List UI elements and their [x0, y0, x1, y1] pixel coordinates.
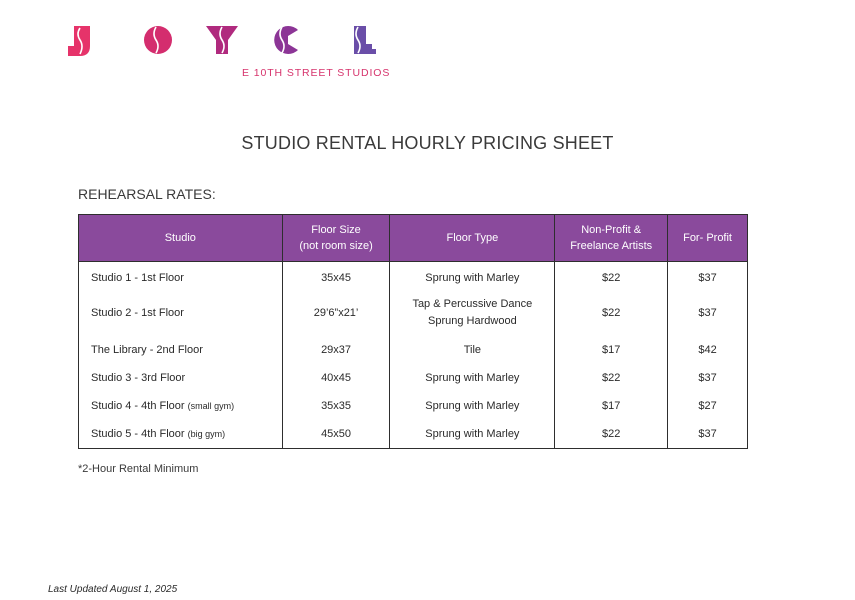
forprofit-rate-cell: $37 — [668, 290, 748, 336]
floor-size-cell: 40x45 — [282, 364, 390, 392]
floor-size-cell: 45x50 — [282, 420, 390, 449]
rehearsal-rates-heading: REHEARSAL RATES: — [78, 186, 216, 202]
nonprofit-rate-cell: $22 — [555, 262, 668, 291]
floor-size-cell: 29x37 — [282, 336, 390, 364]
floor-size-cell: 35x45 — [282, 262, 390, 291]
forprofit-rate-cell: $37 — [668, 420, 748, 449]
header-forprofit: For- Profit — [668, 215, 748, 262]
forprofit-rate-cell: $42 — [668, 336, 748, 364]
header-floor-type: Floor Type — [390, 215, 555, 262]
header-floor-size: Floor Size (not room size) — [282, 215, 390, 262]
forprofit-rate-cell: $37 — [668, 262, 748, 291]
floor-size-cell: 35x35 — [282, 392, 390, 420]
floor-type-cell: Tile — [390, 336, 555, 364]
studio-cell: The Library - 2nd Floor — [79, 336, 283, 364]
nonprofit-rate-cell: $17 — [555, 392, 668, 420]
studio-subtitle: E 10TH STREET STUDIOS — [242, 67, 391, 79]
table-row — [79, 290, 748, 336]
studio-note: (small gym) — [187, 400, 235, 411]
nonprofit-rate-cell: $22 — [555, 420, 668, 449]
logo-letter-j — [68, 26, 90, 56]
nonprofit-rate-cell: $17 — [555, 336, 668, 364]
header-studio: Studio — [79, 215, 283, 262]
table-row — [79, 420, 748, 449]
studio-cell: Studio 5 - 4th Floor (big gym) — [79, 420, 283, 449]
floor-type-cell: Sprung with Marley — [390, 420, 555, 449]
studio-cell: Studio 1 - 1st Floor — [79, 262, 283, 291]
nonprofit-rate-cell: $22 — [555, 364, 668, 392]
table-row — [79, 262, 748, 291]
logo-letter-c — [274, 26, 298, 54]
table-row — [79, 392, 748, 420]
floor-type-cell: Sprung with Marley — [390, 392, 555, 420]
logo-letter-e — [354, 26, 376, 54]
table-row — [79, 336, 748, 364]
nonprofit-rate-cell: $22 — [555, 290, 668, 336]
table-header-row — [79, 215, 748, 262]
forprofit-rate-cell: $37 — [668, 364, 748, 392]
page-title: STUDIO RENTAL HOURLY PRICING SHEET — [241, 133, 614, 153]
floor-type-cell: Sprung with Marley — [390, 262, 555, 291]
header-nonprofit: Non-Profit & Freelance Artists — [555, 215, 668, 262]
table-row — [79, 364, 748, 392]
last-updated: Last Updated August 1, 2025 — [48, 584, 178, 595]
floor-type-cell: Tap & Percussive Dance Sprung Hardwood — [390, 290, 555, 336]
floor-size-cell: 29’6”x21’ — [282, 290, 390, 336]
floor-type-cell: Sprung with Marley — [390, 364, 555, 392]
logo-letter-o — [144, 26, 172, 54]
logo-letter-y — [206, 26, 238, 54]
joyce-wordmark-graphic — [66, 24, 386, 64]
rental-minimum-note: *2-Hour Rental Minimum — [78, 463, 199, 475]
studio-note: (big gym) — [187, 428, 226, 439]
studio-cell: Studio 2 - 1st Floor — [79, 290, 283, 336]
forprofit-rate-cell: $27 — [668, 392, 748, 420]
studio-cell: Studio 3 - 3rd Floor — [79, 364, 283, 392]
studio-cell: Studio 4 - 4th Floor (small gym) — [79, 392, 283, 420]
pricing-table — [78, 214, 748, 449]
